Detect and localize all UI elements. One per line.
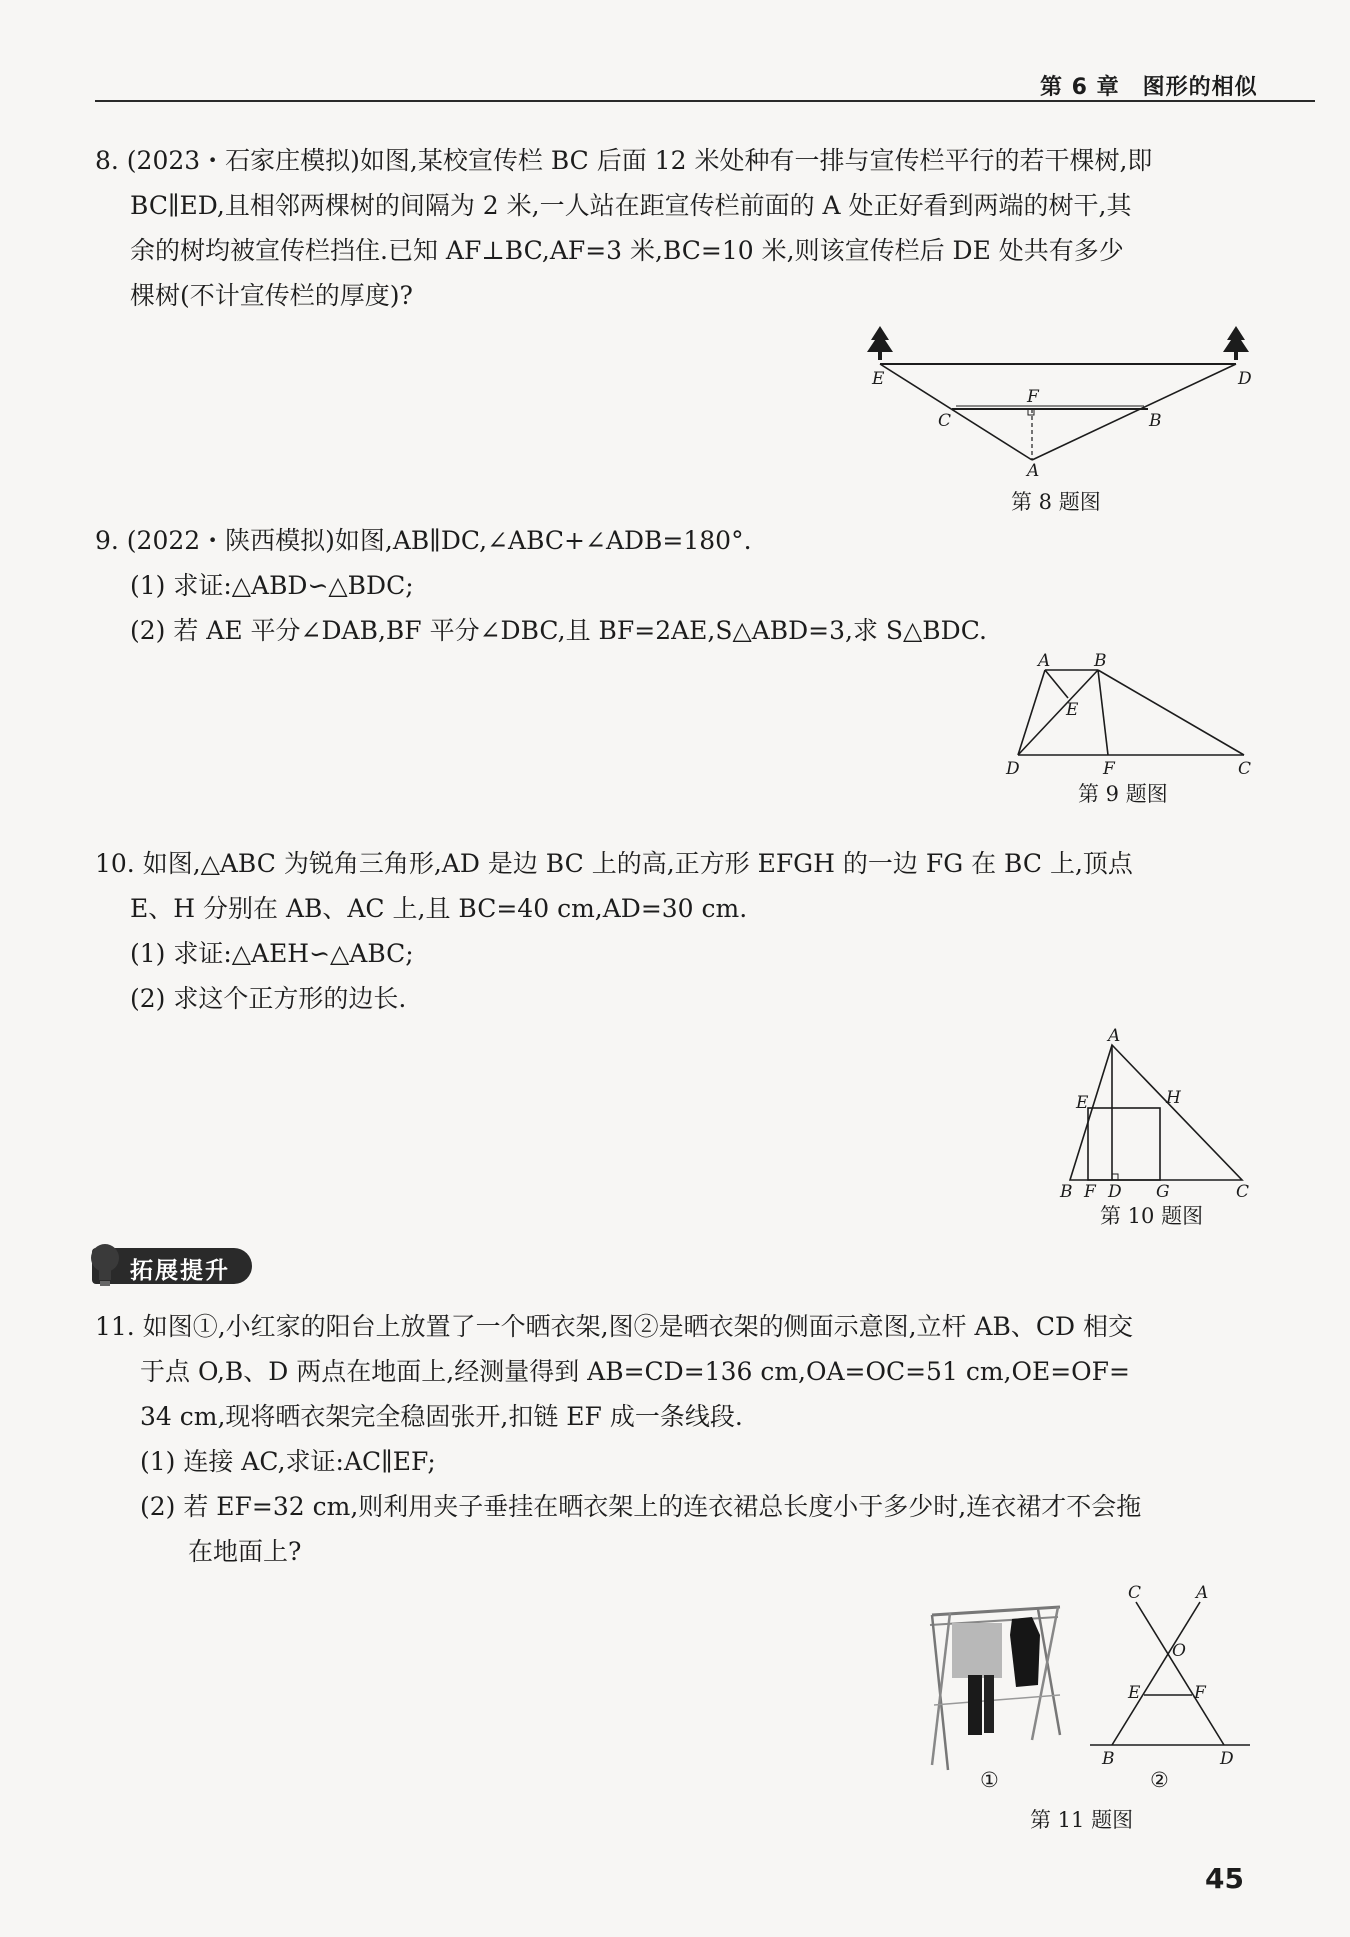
header-rule (95, 100, 1315, 102)
label-F: F (1103, 759, 1115, 779)
p11-line-6: 在地面上? (188, 1537, 302, 1566)
figure-8 (860, 320, 1260, 480)
p11-line-4: (1) 连接 AC,求证:AC∥EF; (140, 1447, 436, 1476)
problem-8 (95, 138, 1275, 318)
label-H: H (1166, 1088, 1181, 1108)
label-E: E (1076, 1093, 1089, 1113)
p9-line-3: (2) 若 AE 平分∠DAB,BF 平分∠DBC,且 BF=2AE,S△ABD=3,求 S△BDC. (130, 616, 987, 645)
chapter-header: 第 6 章 图形的相似 (1040, 75, 1258, 100)
right-angle-mark (1112, 1174, 1118, 1180)
seg-AD (1018, 670, 1045, 755)
label-A: A (1038, 652, 1051, 671)
line-DA (1032, 364, 1236, 460)
problem-10 (95, 841, 1275, 1021)
caption-10: 第 10 题图 (1100, 1204, 1204, 1228)
p9-line-1: 9. (2022・陕西模拟)如图,AB∥DC,∠ABC+∠ADB=180°. (95, 526, 752, 555)
p8-line-4: 棵树(不计宣传栏的厚度)? (130, 281, 413, 310)
seg-AE (1045, 670, 1068, 698)
p8-line-1: 8. (2023・石家庄模拟)如图,某校宣传栏 BC 后面 12 米处种有一排与宣传栏平行的若干棵树,即 (95, 146, 1153, 175)
figure-10 (1050, 1025, 1260, 1205)
figure-9 (1000, 652, 1270, 782)
label-E: E (1128, 1683, 1141, 1703)
label-B: B (1094, 652, 1107, 671)
rod-AB (1112, 1602, 1200, 1745)
label-A: A (1196, 1583, 1209, 1603)
label-B: B (1102, 1749, 1115, 1769)
figure-11-schematic (1080, 1580, 1260, 1770)
p8-line-2: BC∥ED,且相邻两棵树的间隔为 2 米,一人站在距宣传栏前面的 A 处正好看到两端的树干,其 (130, 191, 1132, 220)
drying-rack-photo (920, 1595, 1070, 1775)
square-EFGH (1088, 1108, 1160, 1180)
p9-line-2: (1) 求证:△ABD∽△BDC; (130, 571, 414, 600)
label-F: F (1027, 387, 1039, 407)
label-O: O (1172, 1641, 1186, 1661)
p11-line-2: 于点 O,B、D 两点在地面上,经测量得到 AB=CD=136 cm,OA=OC=51 cm,OE=OF= (140, 1357, 1130, 1386)
rod-CD (1136, 1602, 1224, 1745)
label-G: G (1156, 1182, 1170, 1202)
label-A: A (1108, 1026, 1121, 1046)
label-D: D (1108, 1182, 1122, 1202)
line-EA (880, 364, 1032, 460)
seg-BF (1098, 670, 1108, 755)
label-B: B (1060, 1182, 1073, 1202)
label-E: E (872, 369, 885, 389)
p8-line-3: 余的树均被宣传栏挡住.已知 AF⊥BC,AF=3 米,BC=10 米,则该宣传栏后 DE 处共有多少 (130, 236, 1124, 265)
caption-11: 第 11 题图 (1030, 1808, 1134, 1832)
tree-right-icon (1223, 326, 1249, 360)
p10-line-4: (2) 求这个正方形的边长. (130, 984, 407, 1013)
p10-line-1: 10. 如图,△ABC 为锐角三角形,AD 是边 BC 上的高,正方形 EFGH 的一边 FG 在 BC 上,顶点 (95, 849, 1133, 878)
seg-BC (1098, 670, 1244, 755)
label-C: C (1236, 1182, 1250, 1202)
p11-line-3: 34 cm,现将晒衣架完全稳固张开,扣链 EF 成一条线段. (140, 1402, 743, 1431)
subfig-1-label: ① (980, 1768, 999, 1792)
p11-line-5: (2) 若 EF=32 cm,则利用夹子垂挂在晒衣架上的连衣裙总长度小于多少时,连衣裙才不会拖 (140, 1492, 1142, 1521)
caption-9: 第 9 题图 (1078, 782, 1168, 806)
p10-line-2: E、H 分别在 AB、AC 上,且 BC=40 cm,AD=30 cm. (130, 894, 748, 923)
p10-line-3: (1) 求证:△AEH∽△ABC; (130, 939, 414, 968)
p11-line-1: 11. 如图①,小红家的阳台上放置了一个晒衣架,图②是晒衣架的侧面示意图,立杆 AB、CD 相交 (95, 1312, 1134, 1341)
label-D: D (1220, 1749, 1234, 1769)
problem-9 (95, 518, 1275, 653)
label-B: B (1149, 411, 1162, 431)
problem-11 (95, 1304, 1275, 1574)
label-C: C (938, 411, 952, 431)
page-number: 45 (1205, 1862, 1244, 1895)
subfig-2-label: ② (1150, 1768, 1169, 1792)
lightbulb-icon (88, 1240, 122, 1290)
caption-8: 第 8 题图 (1011, 490, 1101, 514)
label-A: A (1027, 461, 1040, 480)
tree-left-icon (867, 326, 893, 360)
label-C: C (1128, 1583, 1142, 1603)
label-D: D (1238, 369, 1252, 389)
label-E: E (1066, 700, 1079, 720)
seg-BD (1018, 670, 1098, 755)
label-F: F (1084, 1182, 1096, 1202)
triangle-ABC (1070, 1045, 1242, 1180)
extension-label: 拓展提升 (130, 1258, 230, 1284)
label-F: F (1194, 1683, 1206, 1703)
label-C: C (1238, 759, 1252, 779)
label-D: D (1006, 759, 1020, 779)
